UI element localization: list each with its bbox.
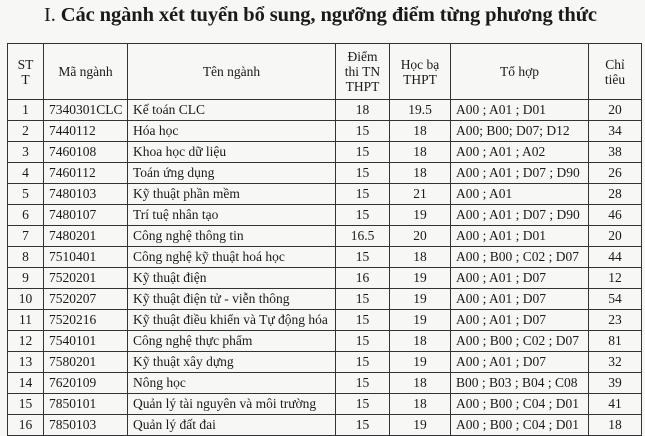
- cell-diem-thi: 15: [336, 142, 390, 163]
- cell-ma-nganh: 7580201: [44, 352, 128, 373]
- table-row: [8, 142, 642, 163]
- section-number: I.: [44, 4, 56, 26]
- table-row: [8, 268, 642, 289]
- table-row: [8, 121, 642, 142]
- header-stt: ST T: [8, 44, 44, 100]
- cell-ten-nganh: Kỹ thuật điện: [128, 268, 336, 289]
- cell-to-hop: A00 ; B00 ; C02 ; D07: [451, 247, 589, 268]
- cell-stt: 6: [8, 205, 44, 226]
- cell-chi-tieu: 44: [589, 247, 642, 268]
- cell-to-hop: A00 ; A01 ; D07: [451, 352, 589, 373]
- cell-diem-thi: 16: [336, 268, 390, 289]
- cell-to-hop: A00 ; A01 ; D07 ; D90: [451, 163, 589, 184]
- cell-stt: 5: [8, 184, 44, 205]
- cell-hoc-ba: 20: [390, 226, 451, 247]
- cell-ma-nganh: 7520201: [44, 268, 128, 289]
- table-row: [8, 394, 642, 415]
- cell-ten-nganh: Kỹ thuật xây dựng: [128, 352, 336, 373]
- cell-to-hop: A00 ; A01 ; D01: [451, 226, 589, 247]
- cell-hoc-ba: 18: [390, 121, 451, 142]
- cell-hoc-ba: 18: [390, 373, 451, 394]
- cell-hoc-ba: 18: [390, 247, 451, 268]
- cell-hoc-ba: 19: [390, 289, 451, 310]
- cell-ten-nganh: Công nghệ kỹ thuật hoá học: [128, 247, 336, 268]
- cell-to-hop: A00 ; A01 ; D07: [451, 289, 589, 310]
- cell-hoc-ba: 19: [390, 205, 451, 226]
- table-row: [8, 415, 642, 436]
- cell-stt: 2: [8, 121, 44, 142]
- cell-hoc-ba: 19: [390, 415, 451, 436]
- header-hoc-ba: Học bạ THPT: [390, 44, 451, 100]
- cell-chi-tieu: 34: [589, 121, 642, 142]
- cell-ten-nganh: Kỹ thuật phần mềm: [128, 184, 336, 205]
- table-row: [8, 184, 642, 205]
- cell-diem-thi: 15: [336, 352, 390, 373]
- cell-chi-tieu: 20: [589, 226, 642, 247]
- cell-ma-nganh: 7440112: [44, 121, 128, 142]
- cell-ma-nganh: 7460112: [44, 163, 128, 184]
- cell-ten-nganh: Kỹ thuật điều khiển và Tự động hóa: [128, 310, 336, 331]
- cell-stt: 15: [8, 394, 44, 415]
- cell-stt: 7: [8, 226, 44, 247]
- cell-diem-thi: 15: [336, 184, 390, 205]
- cell-stt: 8: [8, 247, 44, 268]
- section-title: [44, 4, 597, 27]
- cell-hoc-ba: 18: [390, 142, 451, 163]
- cell-stt: 14: [8, 373, 44, 394]
- table-row: [8, 226, 642, 247]
- cell-diem-thi: 15: [336, 163, 390, 184]
- cell-ma-nganh: 7520207: [44, 289, 128, 310]
- table-header-row: [8, 44, 642, 100]
- cell-chi-tieu: 46: [589, 205, 642, 226]
- cell-diem-thi: 18: [336, 100, 390, 121]
- cell-stt: 4: [8, 163, 44, 184]
- cell-to-hop: A00; B00; D07; D12: [451, 121, 589, 142]
- cell-chi-tieu: 12: [589, 268, 642, 289]
- cell-to-hop: A00 ; B00 ; C04 ; D01: [451, 415, 589, 436]
- header-ten-nganh: Tên ngành: [128, 44, 336, 100]
- cell-ten-nganh: Công nghệ thực phẩm: [128, 331, 336, 352]
- cell-ten-nganh: Kỹ thuật điện tử - viễn thông: [128, 289, 336, 310]
- cell-to-hop: A00 ; A01 ; D01: [451, 100, 589, 121]
- cell-hoc-ba: 19: [390, 268, 451, 289]
- cell-stt: 10: [8, 289, 44, 310]
- table-row: [8, 373, 642, 394]
- cell-stt: 3: [8, 142, 44, 163]
- cell-ma-nganh: 7480107: [44, 205, 128, 226]
- cell-hoc-ba: 19.5: [390, 100, 451, 121]
- cell-chi-tieu: 32: [589, 352, 642, 373]
- header-to-hop: Tổ hợp: [451, 44, 589, 100]
- cell-hoc-ba: 18: [390, 331, 451, 352]
- cell-stt: 1: [8, 100, 44, 121]
- cell-ten-nganh: Nông học: [128, 373, 336, 394]
- cell-ten-nganh: Khoa học dữ liệu: [128, 142, 336, 163]
- cell-ma-nganh: 7620109: [44, 373, 128, 394]
- cell-to-hop: A00 ; B00 ; C02 ; D07: [451, 331, 589, 352]
- cell-diem-thi: 16.5: [336, 226, 390, 247]
- header-ma-nganh: Mã ngành: [44, 44, 128, 100]
- cell-ma-nganh: 7850103: [44, 415, 128, 436]
- cell-chi-tieu: 81: [589, 331, 642, 352]
- table-row: [8, 352, 642, 373]
- cell-diem-thi: 15: [336, 373, 390, 394]
- cell-to-hop: A00 ; A01 ; A02: [451, 142, 589, 163]
- cell-ten-nganh: Quản lý đất đai: [128, 415, 336, 436]
- cell-chi-tieu: 54: [589, 289, 642, 310]
- table-row: [8, 289, 642, 310]
- cell-to-hop: A00 ; B00 ; C04 ; D01: [451, 394, 589, 415]
- table-row: [8, 247, 642, 268]
- cell-hoc-ba: 19: [390, 352, 451, 373]
- table-body: [8, 100, 642, 436]
- section-title-text: Các ngành xét tuyển bổ sung, ngưỡng điểm từng phương thức: [60, 4, 597, 26]
- cell-ten-nganh: Kế toán CLC: [128, 100, 336, 121]
- cell-ten-nganh: Hóa học: [128, 121, 336, 142]
- cell-ten-nganh: Công nghệ thông tin: [128, 226, 336, 247]
- cell-stt: 11: [8, 310, 44, 331]
- cell-to-hop: A00 ; A01 ; D07: [451, 310, 589, 331]
- admission-table: [7, 43, 642, 436]
- cell-ten-nganh: Quản lý tài nguyên và môi trường: [128, 394, 336, 415]
- cell-hoc-ba: 21: [390, 184, 451, 205]
- header-diem-thi: Điểm thi TN THPT: [336, 44, 390, 100]
- cell-ten-nganh: Trí tuệ nhân tạo: [128, 205, 336, 226]
- cell-stt: 16: [8, 415, 44, 436]
- cell-hoc-ba: 18: [390, 394, 451, 415]
- cell-chi-tieu: 39: [589, 373, 642, 394]
- cell-ma-nganh: 7480103: [44, 184, 128, 205]
- cell-hoc-ba: 19: [390, 310, 451, 331]
- cell-ma-nganh: 7540101: [44, 331, 128, 352]
- table-row: [8, 163, 642, 184]
- cell-chi-tieu: 20: [589, 100, 642, 121]
- cell-chi-tieu: 28: [589, 184, 642, 205]
- cell-ma-nganh: 7340301CLC: [44, 100, 128, 121]
- table-row: [8, 331, 642, 352]
- cell-diem-thi: 15: [336, 247, 390, 268]
- cell-stt: 13: [8, 352, 44, 373]
- cell-diem-thi: 15: [336, 310, 390, 331]
- table-row: [8, 100, 642, 121]
- table-row: [8, 205, 642, 226]
- table-row: [8, 310, 642, 331]
- cell-ma-nganh: 7460108: [44, 142, 128, 163]
- cell-chi-tieu: 38: [589, 142, 642, 163]
- cell-to-hop: A00 ; A01: [451, 184, 589, 205]
- cell-diem-thi: 15: [336, 289, 390, 310]
- cell-chi-tieu: 41: [589, 394, 642, 415]
- cell-to-hop: B00 ; B03 ; B04 ; C08: [451, 373, 589, 394]
- cell-ten-nganh: Toán ứng dụng: [128, 163, 336, 184]
- cell-to-hop: A00 ; A01 ; D07: [451, 268, 589, 289]
- cell-to-hop: A00 ; A01 ; D07 ; D90: [451, 205, 589, 226]
- cell-diem-thi: 15: [336, 205, 390, 226]
- cell-ma-nganh: 7850101: [44, 394, 128, 415]
- cell-ma-nganh: 7480201: [44, 226, 128, 247]
- cell-ma-nganh: 7520216: [44, 310, 128, 331]
- cell-hoc-ba: 18: [390, 163, 451, 184]
- cell-chi-tieu: 18: [589, 415, 642, 436]
- cell-diem-thi: 15: [336, 121, 390, 142]
- cell-chi-tieu: 23: [589, 310, 642, 331]
- cell-diem-thi: 15: [336, 415, 390, 436]
- cell-stt: 12: [8, 331, 44, 352]
- cell-ma-nganh: 7510401: [44, 247, 128, 268]
- cell-diem-thi: 15: [336, 394, 390, 415]
- header-chi-tieu: Chỉ tiêu: [589, 44, 642, 100]
- cell-diem-thi: 15: [336, 331, 390, 352]
- cell-chi-tieu: 26: [589, 163, 642, 184]
- cell-stt: 9: [8, 268, 44, 289]
